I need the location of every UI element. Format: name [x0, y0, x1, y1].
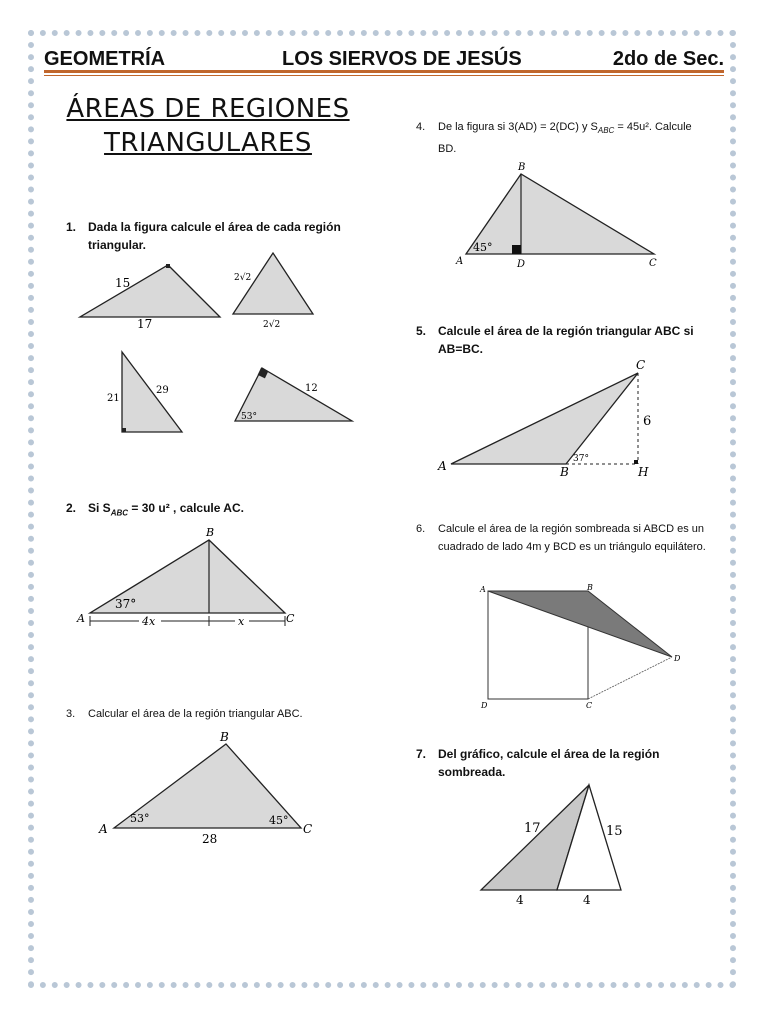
angle-C: 45°: [269, 814, 289, 827]
q6-text-line2: cuadrado de lado 4m y BCD es un triángulo equilátero.: [438, 541, 706, 553]
right-angle-mark: [166, 264, 170, 268]
label-1a-side: 15: [115, 276, 131, 290]
header-rule-thin: [44, 75, 724, 76]
vertex-D-square: D: [481, 701, 488, 710]
vertex-A: A: [99, 822, 108, 836]
vertex-B: B: [587, 583, 593, 592]
right-angle-mark: [122, 428, 126, 432]
question-text: [438, 118, 692, 158]
height-label: 6: [643, 414, 652, 429]
side-15: 15: [606, 824, 623, 839]
q4-subscript: ABC: [597, 126, 615, 136]
vertex-D-triangle: D: [674, 654, 681, 663]
vertex-A: A: [77, 612, 85, 625]
segment-x: x: [238, 615, 245, 628]
school-name: LOS SIERVOS DE JESÚS: [282, 48, 522, 70]
figure-1a: [70, 260, 230, 335]
vertex-B: B: [206, 526, 215, 539]
triangle-1a: [80, 265, 220, 317]
angle-A: 45°: [473, 241, 493, 254]
figure-7: [475, 780, 635, 910]
base-right: 4: [583, 893, 591, 907]
vertex-A: A: [456, 256, 464, 267]
q2-text-start: Si S: [88, 501, 111, 515]
vertex-C: C: [286, 612, 295, 625]
right-angle-mark: [512, 245, 521, 254]
question-text: [438, 322, 694, 358]
vertex-A: A: [438, 459, 447, 473]
q2-text-end: = 30 u² , calcule AC.: [128, 501, 244, 515]
vertex-B: B: [518, 162, 526, 173]
q2-subscript: ABC: [110, 508, 129, 518]
triangle-4: [466, 174, 654, 254]
label-1c-leg: 21: [107, 393, 120, 404]
header-rule: [44, 70, 724, 73]
base-left: 4: [516, 893, 524, 907]
vertex-H: H: [638, 465, 649, 479]
side-17: 17: [524, 821, 541, 836]
figure-1b: [225, 250, 325, 335]
angle-B: 37°: [573, 454, 589, 464]
vertex-D: D: [517, 259, 526, 270]
grade-label: 2do de Sec.: [612, 48, 724, 70]
figure-1d: [230, 365, 360, 430]
shaded-region: [488, 591, 672, 657]
figure-5: [436, 358, 666, 483]
q5-text-line1: Calcule el área de la región triangular ABC si: [438, 324, 694, 338]
label-1c-hyp: 29: [156, 385, 169, 396]
question-number: 4.: [416, 121, 426, 133]
q4-text-end: = 45u². Calcule: [614, 121, 692, 133]
vertex-C: C: [636, 358, 646, 372]
figure-6: [476, 582, 686, 714]
base-label: 28: [202, 832, 218, 846]
segment-CD: [588, 657, 672, 699]
q4-text-line2: BD.: [438, 143, 457, 156]
vertex-B: B: [560, 465, 569, 479]
vertex-A: A: [480, 585, 486, 594]
triangle-5: [451, 373, 638, 464]
figure-3: [96, 725, 321, 850]
label-1a-base: 17: [137, 317, 153, 331]
label-1b-side: 2√2: [234, 273, 252, 283]
question-text: [88, 218, 341, 254]
q6-text-line1: Calcule el área de la región sombreada si ABCD es un: [438, 523, 704, 535]
figure-1c: [100, 348, 195, 443]
vertex-C: C: [303, 822, 313, 836]
question-number: 3.: [66, 708, 76, 720]
label-1d-angle: 53°: [241, 412, 257, 422]
label-1d-side: 12: [305, 383, 318, 394]
question-text: Calcular el área de la región triangular ABC.: [88, 708, 303, 720]
figure-2: [75, 525, 300, 635]
page-title: [58, 92, 358, 160]
question-text: [88, 499, 244, 522]
vertex-B: B: [220, 730, 229, 744]
figure-4: [450, 158, 665, 273]
triangle-1b: [233, 253, 313, 314]
question-text-line2: triangular.: [88, 238, 147, 252]
question-text: Del gráfico, calcule el área de la región sombreada.: [438, 747, 660, 779]
question-number: 7.: [416, 747, 427, 761]
q5-text-line2: AB=BC.: [438, 342, 484, 356]
question-number: 1.: [66, 220, 77, 234]
segment-4x: 4x: [142, 615, 156, 628]
triangle-1c: [122, 352, 182, 432]
question-number: 2.: [66, 501, 77, 515]
angle-label: 37°: [115, 597, 137, 611]
title-line-2: TRIANGULARES: [104, 128, 312, 158]
subject-label: GEOMETRÍA: [44, 48, 166, 70]
question-text-line1: Dada la figura calcule el área de cada región: [88, 220, 341, 234]
right-angle-mark: [634, 460, 638, 464]
label-1b-base: 2√2: [263, 320, 281, 330]
vertex-C: C: [586, 701, 593, 710]
angle-A: 53°: [130, 812, 150, 825]
question-number: 5.: [416, 324, 427, 338]
q4-text-start: De la figura si 3(AD) = 2(DC) y S: [438, 121, 598, 133]
question-text: [438, 520, 706, 556]
title-line-1: ÁREAS DE REGIONES: [66, 94, 350, 124]
question-number: 6.: [416, 523, 426, 535]
vertex-C: C: [649, 258, 657, 269]
